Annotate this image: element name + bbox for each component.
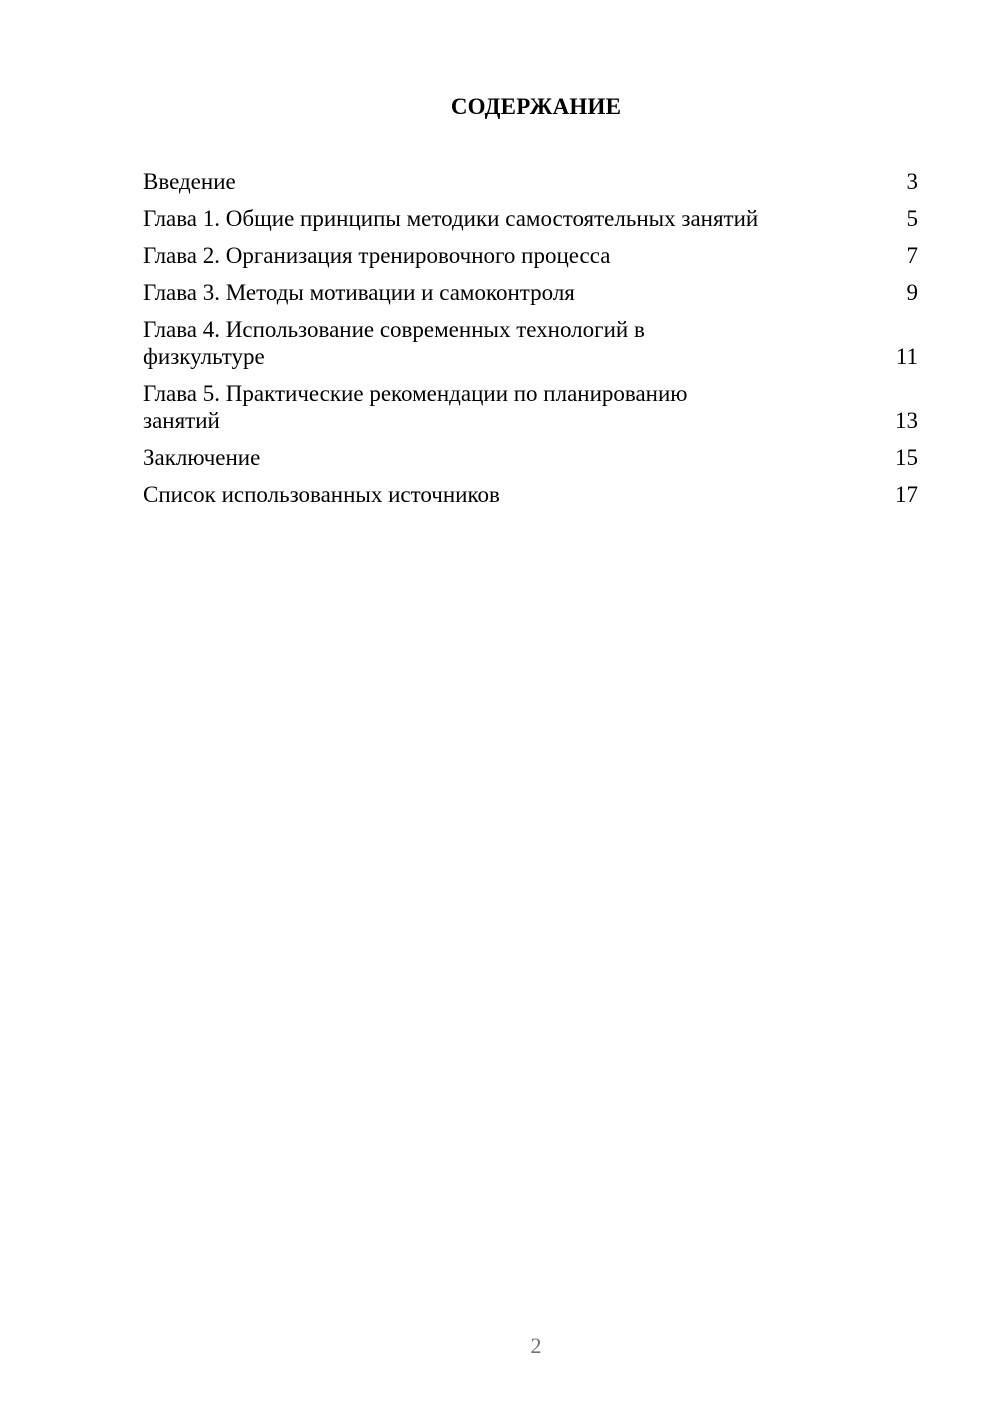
- toc-entry-label: Введение: [143, 169, 236, 194]
- toc-entry-page-number: 9: [906, 280, 918, 305]
- toc-entry-label: Глава 2. Организация тренировочного процесса: [143, 243, 611, 268]
- toc-entry-chapter-5[interactable]: [143, 380, 918, 434]
- table-of-contents: [143, 168, 918, 518]
- toc-entry-page-number: 5: [906, 206, 918, 231]
- toc-entry-page-number: 13: [895, 408, 918, 433]
- toc-entry-page-number: 3: [906, 169, 918, 194]
- toc-entry-page-number: 11: [895, 344, 918, 369]
- toc-entry-chapter-1[interactable]: [143, 205, 918, 232]
- toc-entry-label: Заключение: [143, 445, 261, 470]
- toc-entry-page-number: 15: [895, 445, 918, 470]
- toc-entry-label: Глава 5. Практические рекомендации по планированию занятий: [143, 381, 688, 433]
- toc-entry-page-number: 7: [906, 243, 918, 268]
- toc-entry-label: Глава 1. Общие принципы методики самостоятельных занятий: [143, 206, 759, 231]
- toc-entry-page-number: 17: [895, 482, 918, 507]
- toc-entry-chapter-2[interactable]: [143, 242, 918, 269]
- toc-entry-conclusion[interactable]: [143, 444, 918, 471]
- page-number: 2: [530, 1333, 542, 1358]
- page-title: СОДЕРЖАНИЕ: [450, 94, 622, 119]
- toc-entry-introduction[interactable]: [143, 168, 918, 195]
- toc-entry-chapter-3[interactable]: [143, 279, 918, 306]
- toc-entry-label: Глава 4. Использование современных технологий в физкультуре: [143, 317, 645, 369]
- toc-entry-references[interactable]: [143, 481, 918, 508]
- toc-entry-label: Глава 3. Методы мотивации и самоконтроля: [143, 280, 575, 305]
- toc-entry-chapter-4[interactable]: [143, 316, 918, 370]
- toc-entry-label: Список использованных источников: [143, 482, 500, 507]
